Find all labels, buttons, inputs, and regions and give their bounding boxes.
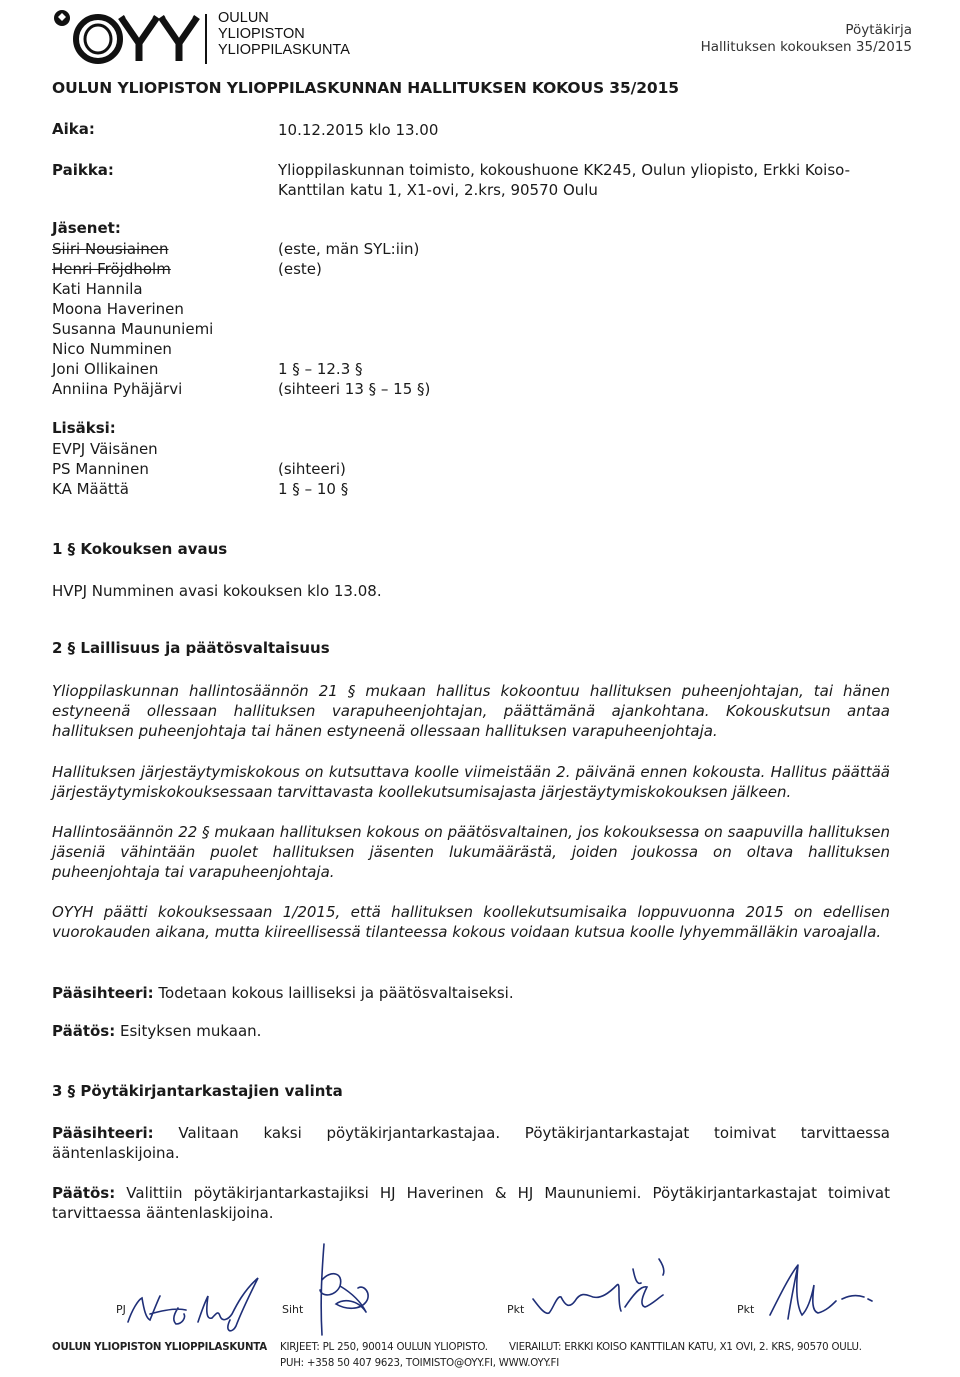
footer-org: OULUN YLIOPISTON YLIOPPILASKUNTA	[52, 1342, 267, 1353]
pkt-1-signature	[525, 1255, 675, 1335]
doc-type: Pöytäkirja	[845, 22, 912, 38]
member-name: Anniina Pyhäjärvi	[52, 380, 183, 398]
aika-value: 10.12.2015 klo 13.00	[278, 121, 439, 139]
signature-label-pj: PJ	[116, 1303, 126, 1316]
document-title: OULUN YLIOPISTON YLIOPPILASKUNNAN HALLITUKSEN KOKOUS 35/2015	[52, 79, 679, 97]
section-1-text: HVPJ Numminen avasi kokouksen klo 13.08.	[52, 582, 382, 600]
extra-note: 1 § – 10 §	[278, 480, 349, 498]
member-note: 1 § – 12.3 §	[278, 360, 363, 378]
section-2-paragraph-1: Ylioppilaskunnan hallintosäännön 21 § mukaan hallitus kokoontuu hallituksen puheenjohtajan, tai hänen estyneenä ollessaan hallituksen varapuheenjohtajan, päättämänä ajankohtana. Kokouskutsun antaa hallituksen puheenjohtaja tai hänen estyneenä ollessaan hallituksen varapuheenjohtaja.	[52, 682, 890, 740]
member-name: Joni Ollikainen	[52, 360, 159, 378]
member-note	[278, 319, 430, 339]
lisaksi-label: Lisäksi:	[52, 419, 116, 437]
decision-text: Valittiin pöytäkirjantarkastajiksi HJ Haverinen & HJ Maununiemi. Pöytäkirjantarkastajat toimivat tarvittaessa ääntenlaskijoina.	[52, 1184, 890, 1222]
member-note	[278, 299, 430, 319]
proposal-label: Pääsihteeri:	[52, 984, 154, 1002]
member-note: (sihteeri 13 § – 15 §)	[278, 380, 431, 398]
member-note	[278, 279, 430, 299]
paikka-line-1: Ylioppilaskunnan toimisto, kokoushuone KK245, Oulun yliopisto, Erkki Koiso-	[278, 161, 851, 179]
footer-visit: VIERAILUT: ERKKI KOISO KANTTILAN KATU, X1 OVI, 2. KRS, 90570 OULU.	[509, 1342, 862, 1353]
extra-note	[278, 439, 348, 459]
proposal-label: Pääsihteeri:	[52, 1124, 154, 1142]
footer-address: KIRJEET: PL 250, 90014 OULUN YLIOPISTO.	[280, 1342, 488, 1353]
member-notes	[278, 239, 430, 399]
member-name: Siiri Nousiainen	[52, 240, 169, 258]
signature-label-siht: Siht	[282, 1303, 304, 1316]
footer-contact: PUH: +358 50 407 9623, TOIMISTO@OYY.FI, WWW.OYY.FI	[280, 1358, 560, 1369]
brand-line-1: OULUN	[218, 10, 269, 26]
decision-label: Päätös:	[52, 1022, 116, 1040]
extra-note: (sihteeri)	[278, 460, 346, 478]
section-2-decision	[52, 1021, 890, 1041]
member-note	[278, 339, 430, 359]
signature-label-pkt-2: Pkt	[737, 1303, 755, 1316]
decision-text: Esityksen mukaan.	[115, 1022, 262, 1040]
decision-label: Päätös:	[52, 1184, 116, 1202]
jasenet-label: Jäsenet:	[52, 219, 121, 237]
section-1-heading: 1 § Kokouksen avaus	[52, 540, 228, 558]
pj-signature	[120, 1270, 280, 1340]
proposal-text: Valitaan kaksi pöytäkirjantarkastajaa. Pöytäkirjantarkastajat toimivat tarvittaessa ääntenlaskijoina.	[52, 1124, 890, 1162]
brand-line-3: YLIOPPILASKUNTA	[218, 42, 350, 58]
extra-name: KA Määttä	[52, 480, 129, 498]
signature-label-pkt-1: Pkt	[507, 1303, 525, 1316]
section-2-paragraph-3: Hallintosäännön 22 § mukaan hallituksen kokous on päätösvaltainen, jos kokouksessa on saapuvilla hallituksen jäseniä vähintään puolet hallituksen jäsenten lukumäärästä, joiden joukossa on oltava hallituksen puheenjohtaja tai varapuheenjohtaja.	[52, 823, 891, 881]
pkt-2-signature	[760, 1255, 890, 1335]
section-2-paragraph-2: Hallituksen järjestäytymiskokous on kutsuttava koolle viimeistään 2. päivänä ennen kokousta. Hallitus päättää järjestäytymiskokouksessaan tarvittavasta koollekutsumisajasta järjestäytymiskokouksen jälkeen.	[52, 763, 890, 801]
member-name: Henri Fröjdholm	[52, 260, 171, 278]
section-3-heading: 3 § Pöytäkirjantarkastajien valinta	[52, 1082, 343, 1100]
member-note: (este)	[278, 260, 322, 278]
member-list	[52, 239, 213, 399]
oyy-logo	[53, 8, 213, 64]
brand-line-2: YLIOPISTON	[218, 26, 305, 42]
section-2-secretary-proposal	[52, 983, 890, 1003]
member-name: Nico Numminen	[52, 340, 172, 358]
extra-list	[52, 439, 158, 499]
header-right	[701, 22, 912, 56]
siht-signature	[300, 1240, 410, 1340]
member-note: (este, män SYL:iin)	[278, 240, 420, 258]
meeting-ref: Hallituksen kokouksen 35/2015	[700, 39, 912, 55]
extra-name: EVPJ Väisänen	[52, 440, 158, 458]
section-3-decision	[52, 1183, 890, 1223]
proposal-text: Todetaan kokous lailliseksi ja päätösvaltaiseksi.	[153, 984, 514, 1002]
aika-label: Aika:	[52, 120, 95, 138]
section-2-paragraph-4: OYYH päätti kokouksessaan 1/2015, että hallituksen koollekutsumisaika loppuvuonna 2015 on edellisen vuorokauden aikana, mutta kiireellisessä tilanteessa kokous voidaan kutsua koolle lyhyemmälläkin varoajalla.	[52, 903, 890, 941]
paikka-line-2: Kanttilan katu 1, X1-ovi, 2.krs, 90570 Oulu	[278, 181, 598, 199]
extra-notes	[278, 439, 348, 499]
member-name: Kati Hannila	[52, 280, 143, 298]
member-name: Moona Haverinen	[52, 300, 184, 318]
section-3-secretary-proposal	[52, 1123, 890, 1163]
section-2-heading: 2 § Laillisuus ja päätösvaltaisuus	[52, 639, 330, 657]
extra-name: PS Manninen	[52, 460, 149, 478]
brand-name	[218, 10, 350, 58]
member-name: Susanna Maununiemi	[52, 320, 214, 338]
paikka-label: Paikka:	[52, 161, 114, 179]
